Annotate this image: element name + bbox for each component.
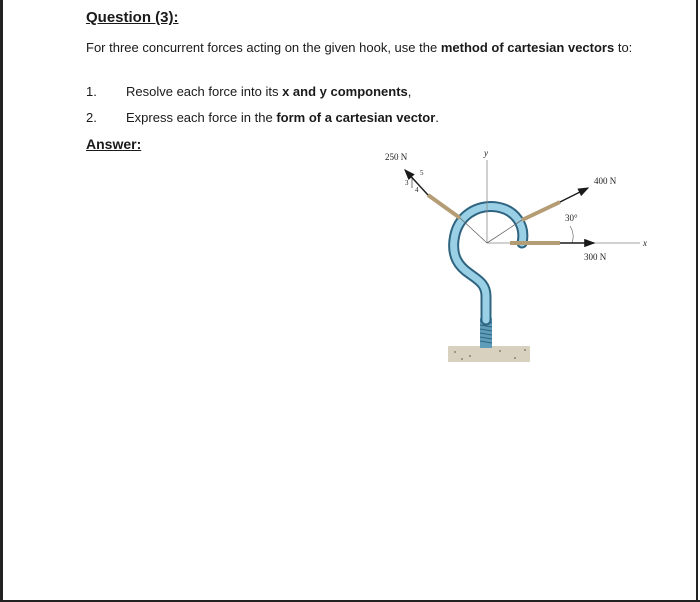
item-text-prefix: Express each force in the [126, 110, 277, 125]
item-text-suffix: , [407, 84, 412, 99]
cable-250 [428, 195, 460, 218]
item-text-suffix: . [435, 110, 439, 125]
list-number: 1. [86, 84, 97, 99]
item-text-bold: x and y components [282, 84, 408, 99]
angle-label: 30° [565, 213, 578, 223]
triangle-3: 3 [405, 179, 409, 187]
triangle-4: 4 [415, 186, 419, 194]
cable-400-thin [487, 220, 522, 243]
cable-400 [522, 202, 560, 220]
item-text-prefix: Resolve each force into its [126, 84, 283, 99]
force-400-label: 400 N [594, 176, 617, 186]
force-250-label: 250 N [385, 152, 408, 162]
answer-label: Answer: [86, 136, 142, 152]
x-axis-label: x [643, 238, 647, 248]
intro-suffix: to: [614, 40, 633, 55]
intro-bold: method of cartesian vectors [440, 40, 615, 55]
ground [448, 346, 530, 362]
angle-arc [570, 226, 573, 243]
y-axis-label: y [484, 148, 488, 158]
item-text-bold: form of a cartesian vector [276, 110, 436, 125]
list-number: 2. [86, 110, 97, 125]
cable-250-thin [460, 218, 487, 243]
force-400-arrow [560, 188, 588, 202]
triangle-5: 5 [420, 169, 424, 177]
intro-prefix: For three concurrent forces acting on the given hook, use the [86, 40, 441, 55]
force-300-label: 300 N [584, 252, 607, 262]
question-heading: Question (3): [86, 9, 179, 26]
